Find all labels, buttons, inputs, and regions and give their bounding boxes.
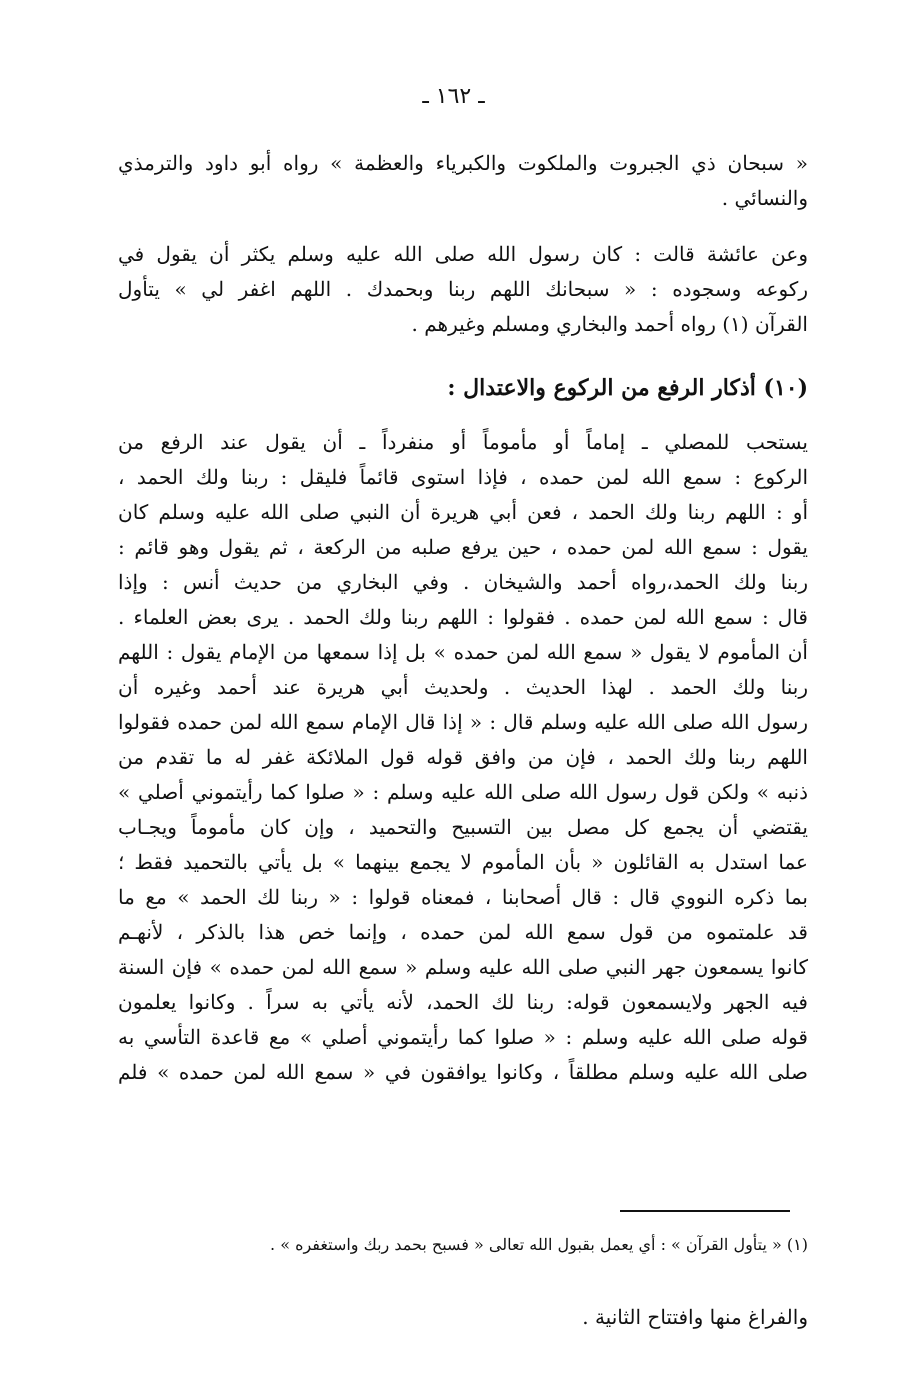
text-line: يقتضي أن يجمع كل مصل بين التسبيح والتحميد ، وإن كان مأموماً ويجـاب xyxy=(118,815,808,839)
section-heading: (١٠) أذكار الرفع من الركوع والاعتدال : xyxy=(447,375,808,401)
text-line: ركوعه وسجوده : « سبحانك اللهم ربنا وبحمدك . اللهم اغفر لي » يتأول xyxy=(118,277,808,301)
text-line: فيه الجهر ولايسمعون قوله: ربنا لك الحمد، لأنه يأتي به سراً . وكانوا يعلمون xyxy=(118,990,808,1014)
text-line: اللهم ربنا ولك الحمد ، فإن من وافق قوله قول الملائكة غفر له ما تقدم من xyxy=(118,745,808,769)
text-line: وعن عائشة قالت : كان رسول الله صلى الله عليه وسلم يكثر أن يقول في xyxy=(118,242,808,266)
text-line: عما استدل به القائلون « بأن المأموم لا يجمع بينهما » بل يأتي بالتحميد فقط ؛ xyxy=(118,850,808,874)
paragraph-1 xyxy=(118,146,808,216)
text-line: أن المأموم لا يقول « سمع الله لمن حمده » بل إذا سمعها من الإمام يقول : اللهم xyxy=(118,640,808,664)
text-line: قال : سمع الله لمن حمده . فقولوا : اللهم ربنا ولك الحمد . يرى بعض العلماء . xyxy=(118,605,808,629)
text-line: والنسائي . xyxy=(721,186,808,210)
page-number: ـ ١٦٢ ـ xyxy=(422,84,485,109)
text-line: الركوع : سمع الله لمن حمده ، فإذا استوى قائماً فليقل : ربنا ولك الحمد ، xyxy=(118,465,808,489)
text-line: رسول الله صلى الله عليه وسلم قال : « إذا قال الإمام سمع الله لمن حمده فقولوا xyxy=(118,710,808,734)
catchword: والفراغ منها وافتتاح الثانية . xyxy=(582,1305,808,1329)
text-line: بما ذكره النووي قال : قال أصحابنا ، فمعناه قولوا : « ربنا لك الحمد » مع ما xyxy=(118,885,808,909)
text-line: صلى الله عليه وسلم مطلقاً ، وكانوا يوافقون في « سمع الله لمن حمده » فلم xyxy=(118,1060,808,1084)
text-line: كانوا يسمعون جهر النبي صلى الله عليه وسلم « سمع الله لمن حمده » فإن السنة xyxy=(118,955,808,979)
text-line: يقول : سمع الله لمن حمده ، حين يرفع صلبه من الركعة ، ثم يقول وهو قائم : xyxy=(118,535,808,559)
text-line: « سبحان ذي الجبروت والملكوت والكبرياء والعظمة » رواه أبو داود والترمذي xyxy=(118,151,808,175)
text-line: قوله صلى الله عليه وسلم : « صلوا كما رأيتموني أصلي » مع قاعدة التأسي به xyxy=(118,1025,808,1049)
text-line: أو : اللهم ربنا ولك الحمد ، فعن أبي هريرة أن النبي صلى الله عليه وسلم كان xyxy=(118,500,808,524)
text-line: ذنبه » ولكن قول رسول الله صلى الله عليه وسلم : « صلوا كما رأيتموني أصلي » xyxy=(118,780,808,804)
text-line: قد علمتموه من قول سمع الله لمن حمده ، وإنما خص هذا بالذكر ، لأنهـم xyxy=(118,920,808,944)
text-line: ربنا ولك الحمد . لهذا الحديث . ولحديث أبي هريرة عند أحمد وغيره أن xyxy=(118,675,808,699)
text-line: يستحب للمصلي ـ إماماً أو مأموماً أو منفرداً ـ أن يقول عند الرفع من xyxy=(118,430,808,454)
body-paragraph xyxy=(118,425,808,1090)
text-line: القرآن (١) رواه أحمد والبخاري ومسلم وغيرهم . xyxy=(411,312,808,336)
footnote: (١) « يتأول القرآن » : أي يعمل بقبول الله تعالى « فسبح بحمد ربك واستغفره » . xyxy=(270,1235,808,1254)
text-line: ربنا ولك الحمد،رواه أحمد والشيخان . وفي البخاري من حديث أنس : وإذا xyxy=(118,570,808,594)
footnote-divider xyxy=(620,1210,790,1212)
paragraph-2 xyxy=(118,237,808,342)
